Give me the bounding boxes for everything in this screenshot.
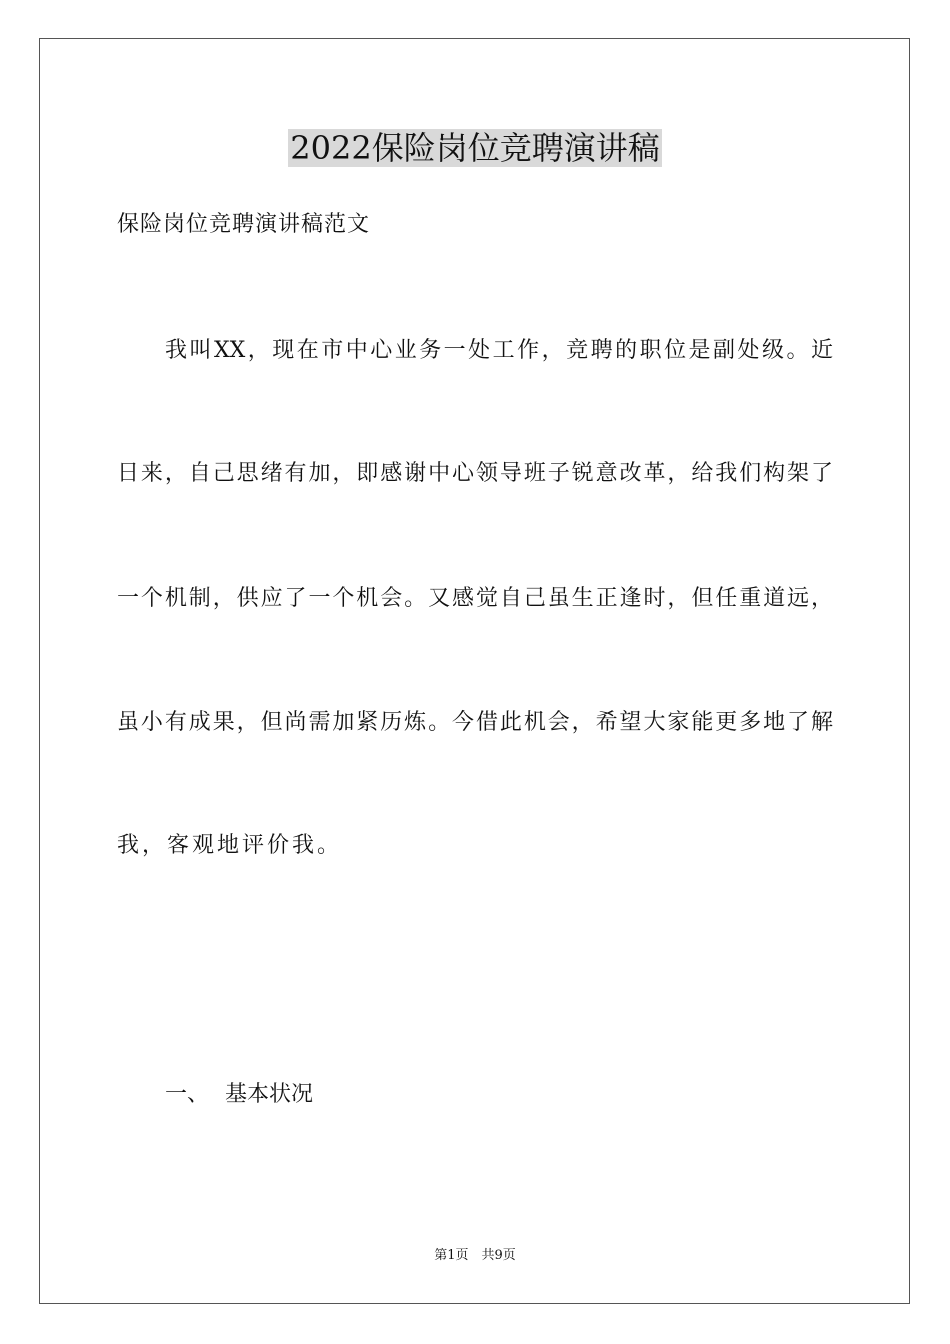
paragraph-line: 我，客观地评价我。 bbox=[117, 833, 343, 858]
document-subtitle: 保险岗位竞聘演讲稿范文 bbox=[117, 212, 371, 237]
paragraph-line: 日来，自己思绪有加，即感谢中心领导班子锐意改革，给我们构架了 bbox=[117, 461, 833, 486]
paragraph-line: 我叫XX，现在市中心业务一处工作，竞聘的职位是副处级。近 bbox=[165, 338, 833, 363]
section-number: 一、 bbox=[165, 1082, 210, 1107]
section-heading bbox=[165, 1080, 313, 1110]
document-title-text: 2022保险岗位竞聘演讲稿 bbox=[290, 129, 660, 167]
paragraph-line: 虽小有成果，但尚需加紧历炼。今借此机会，希望大家能更多地了解 bbox=[117, 710, 833, 735]
document-title bbox=[0, 126, 950, 170]
page-number-footer: 第1页 共9页 bbox=[434, 1248, 516, 1263]
paragraph-line: 一个机制，供应了一个机会。又感觉自己虽生正逢时，但任重道远， bbox=[117, 586, 833, 611]
section-title: 基本状况 bbox=[225, 1082, 314, 1107]
